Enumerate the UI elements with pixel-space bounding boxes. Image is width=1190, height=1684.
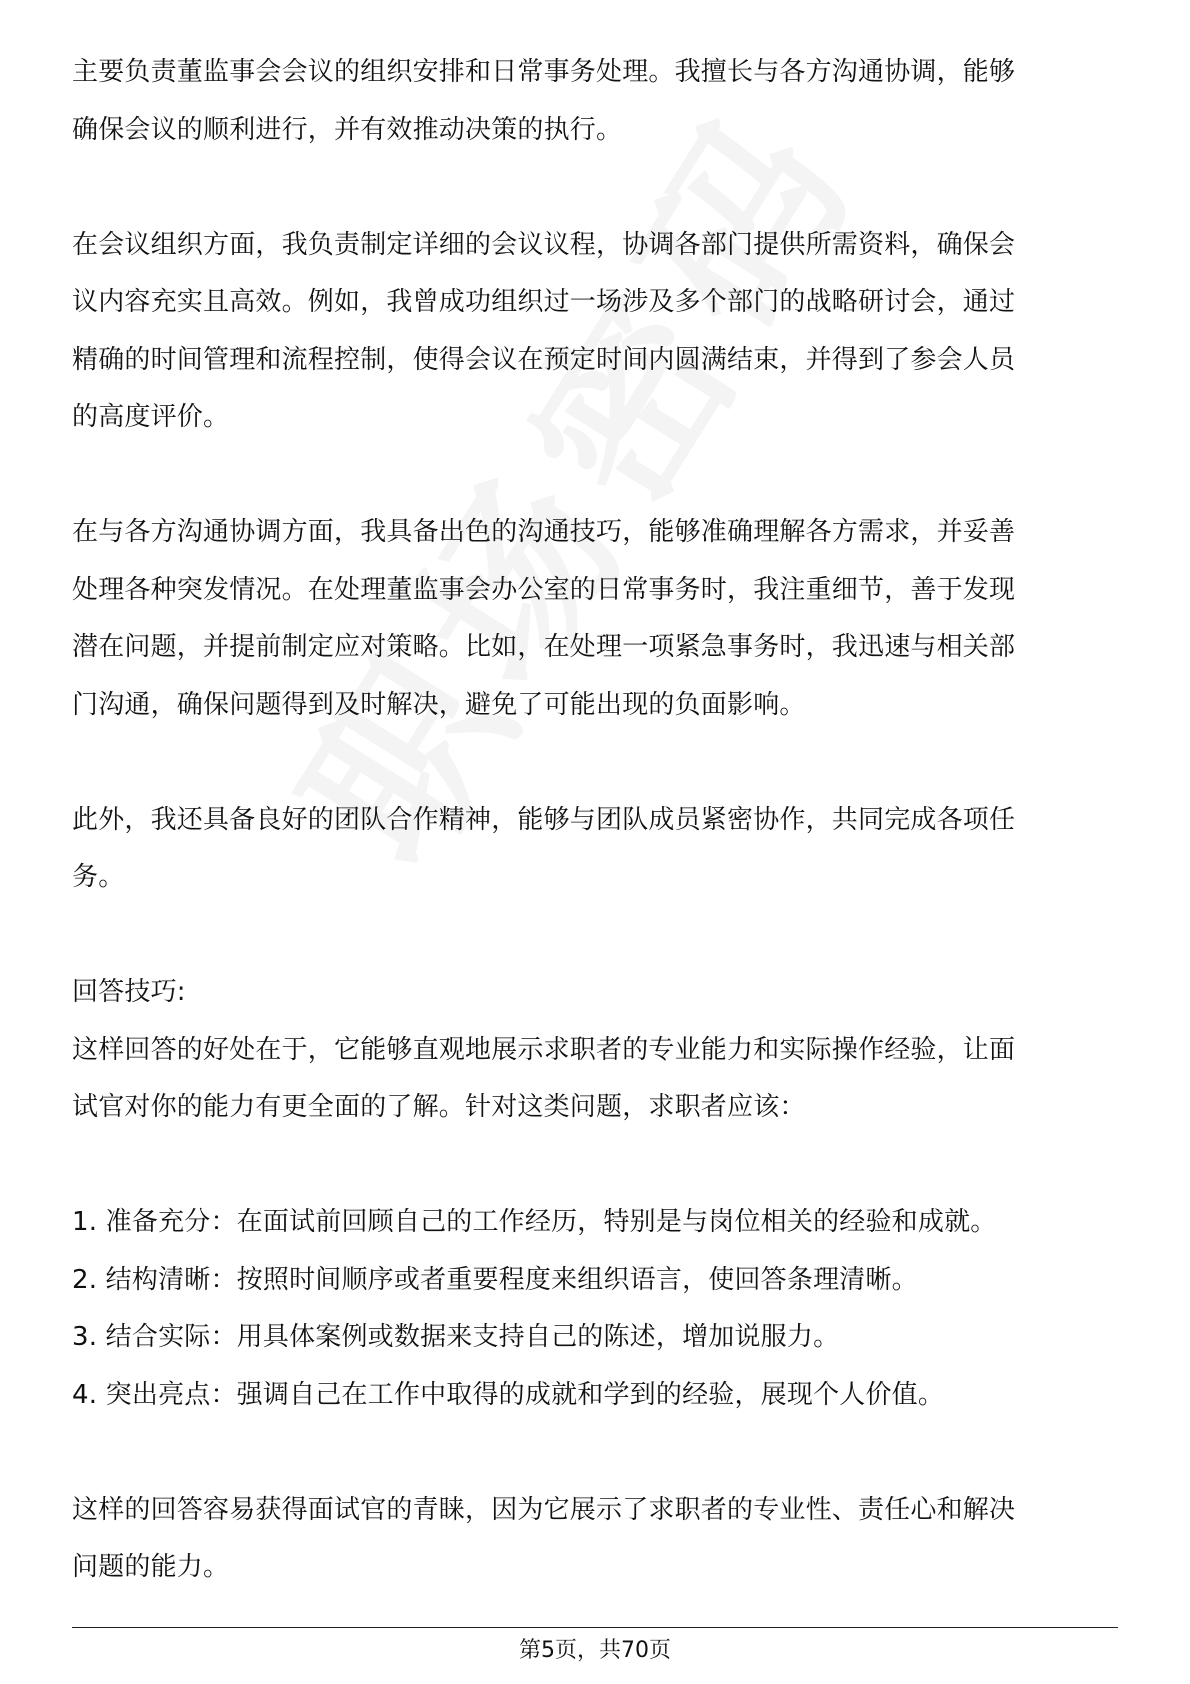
paragraph-intro [72, 44, 1118, 159]
list-item: 3. 结合实际：用具体案例或数据来支持自己的陈述，增加说服力。 [72, 1322, 840, 1352]
text-line: 试官对你的能力有更全面的了解。针对这类问题，求职者应该： [72, 1092, 806, 1122]
paragraph-answer-tips [72, 964, 1118, 1137]
text-line: 处理各种突发情况。在处理董监事会办公室的日常事务时，我注重细节，善于发现 [72, 574, 1016, 605]
numbered-list [72, 1194, 1118, 1424]
text-line: 问题的能力。 [72, 1552, 230, 1582]
text-line: 务。 [72, 862, 125, 892]
text-line: 这样的回答容易获得面试官的青睐，因为它展示了求职者的专业性、责任心和解决 [72, 1494, 1016, 1525]
footer-divider [72, 1627, 1118, 1628]
text-line: 这样回答的好处在于，它能够直观地展示求职者的专业能力和实际操作经验，让面 [72, 1034, 1016, 1065]
text-line: 潜在问题，并提前制定应对策略。比如，在处理一项紧急事务时，我迅速与相关部 [72, 632, 1016, 662]
page-body [72, 44, 1118, 1597]
section-heading: 回答技巧: [72, 977, 186, 1007]
text-line: 的高度评价。 [72, 402, 230, 432]
text-line: 主要负责董监事会会议的组织安排和日常事务处理。我擅长与各方沟通协调，能够 [72, 57, 1016, 87]
list-item: 1. 准备充分：在面试前回顾自己的工作经历，特别是与岗位相关的经验和成就。 [72, 1207, 997, 1237]
text-line: 门沟通，确保问题得到及时解决，避免了可能出现的负面影响。 [72, 689, 806, 720]
list-item: 2. 结构清晰：按照时间顺序或者重要程度来组织语言，使回答条理清晰。 [72, 1264, 918, 1295]
text-line: 确保会议的顺利进行，并有效推动决策的执行。 [72, 114, 623, 145]
page-number: 第5页，共70页 [519, 1638, 671, 1663]
paragraph-teamwork [72, 792, 1118, 907]
text-line: 在会议组织方面，我负责制定详细的会议议程，协调各部门提供所需资料，确保会 [72, 229, 1016, 260]
paragraph-communication [72, 504, 1118, 734]
list-item: 4. 突出亮点：强调自己在工作中取得的成就和学到的经验，展现个人价值。 [72, 1379, 945, 1410]
paragraph-conclusion [72, 1482, 1118, 1597]
text-line: 精确的时间管理和流程控制，使得会议在预定时间内圆满结束，并得到了参会人员 [72, 344, 1016, 375]
text-line: 议内容充实且高效。例如，我曾成功组织过一场涉及多个部门的战略研讨会，通过 [72, 287, 1016, 317]
text-line: 此外，我还具备良好的团队合作精神，能够与团队成员紧密协作，共同完成各项任 [72, 804, 1016, 835]
text-line: 在与各方沟通协调方面，我具备出色的沟通技巧，能够准确理解各方需求，并妥善 [72, 517, 1016, 547]
paragraph-meeting-organization [72, 217, 1118, 447]
